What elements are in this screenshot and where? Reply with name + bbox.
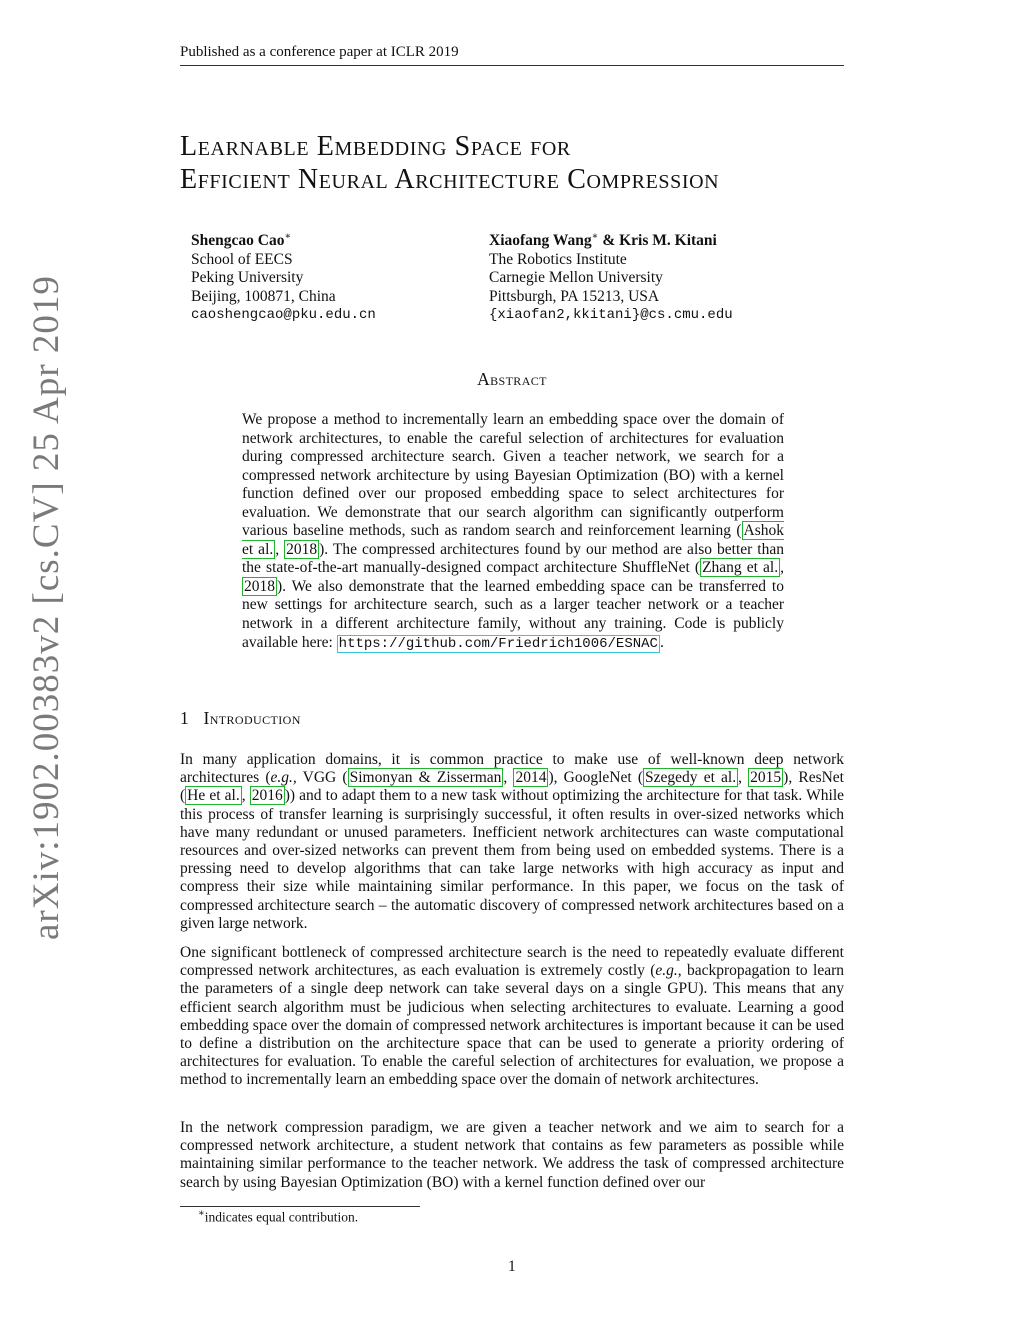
footnote-text: indicates equal contribution. [204, 1209, 359, 1225]
citation-link[interactable] [242, 577, 277, 596]
citation-link[interactable] [700, 558, 780, 577]
title-line-1: Learnable Embedding Space for [180, 131, 571, 162]
author-univ: Peking University [191, 269, 304, 287]
page-number: 1 [508, 1258, 516, 1275]
section-number: 1 [180, 708, 190, 728]
paragraph-text: ), GoogleNet ( [548, 769, 644, 787]
author-name: Xiaofang Wang [489, 232, 592, 250]
header-rule [180, 65, 844, 66]
author-address: Pittsburgh, PA 15213, USA [489, 287, 660, 305]
intro-paragraph-2 [180, 944, 844, 1090]
citation-link[interactable] [643, 768, 738, 787]
paragraph-text: , backpropagation to learn the parameters of a single deep network can take several days on a single GPU). This means that any efficient search algorithm must be judicious when selecting architectures to evaluate. Learning a good embedding space over the domain of compressed network architectures is important because it can be used to define a distribution on the architecture space that can be used to generate a priority ordering of architectures for evaluation. To enable the careful selection of architectures for evaluation, we propose a method to incrementally learn an embedding space over the domain of network architectures. [180, 962, 844, 1089]
author-univ: Carnegie Mellon University [489, 269, 663, 287]
author-dept: School of EECS [191, 250, 293, 268]
paragraph-text: e.g., [270, 769, 297, 787]
title-line-2: Efficient Neural Architecture Compression [180, 164, 720, 195]
author-block-left [191, 228, 376, 325]
intro-paragraph-3: In the network compression paradigm, we are given a teacher network and we aim to search for a compressed network architecture, a student network that contains as few parameters as possible while maintaining similar performance to the teacher network. We address the task of compressed architecture search by using Bayesian Optimization (BO) with a kernel function defined over our [180, 1119, 844, 1191]
citation-authors: Simonyan & Zisserman [349, 769, 502, 787]
citation-link[interactable] [250, 786, 285, 805]
paragraph-text: In many application domains, it is common practice to make use of well-known deep network architectures ( [180, 751, 844, 787]
abstract-text: ). The compressed architectures found by our method are also better than the state-of-the-art manually-designed compact architecture ShuffleNet ( [242, 540, 784, 577]
author-dept: The Robotics Institute [489, 250, 627, 268]
citation-link[interactable] [748, 768, 783, 787]
paragraph-text: ), ResNet ( [180, 769, 844, 805]
footnote [198, 1208, 358, 1226]
abstract-heading: Abstract [477, 369, 547, 389]
paragraph-text: e.g. [655, 962, 678, 980]
section-title: Introduction [203, 708, 301, 728]
footnote-rule [180, 1206, 420, 1207]
running-header: Published as a conference paper at ICLR 2019 [180, 44, 459, 60]
abstract-body: We propose a method to incrementally learn an embedding space over the domain of network architectures, to enable the careful selection of architectures for evaluation during compressed architecture search. Given a teacher network, we search for a compressed network architecture by using Bayesian Optimization (BO) with a kernel function defined over our proposed embedding space to select architectures for evaluation. We demonstrate that our search algorithm can significantly outperform various baseline methods, such as random search and reinforcement learning ( Ashok et al. , 2018 ). The compressed architectures found by our method are also better than the state-of-the-art manually-designed compact architecture ShuffleNet ( Zhang et al. , 2018 ). We also demonstrate that the learned embedding space can be transferred to new settings for architecture search, such as a larger teacher network or a teacher network in a different architecture family, without any training. Code is publicly available here: https://github.com/Friedrich1006/ESNAC . [242, 411, 784, 652]
abstract-text: We propose a method to incrementally learn an embedding space over the domain of network architectures, to enable the careful selection of architectures for evaluation during compressed architecture search. Given a teacher network, we search for a compressed network architecture by using Bayesian Optimization (BO) with a kernel function defined over our proposed embedding space to select architectures for evaluation. We demonstrate that our search algorithm can significantly outperform various baseline methods, such as random search and reinforcement learning ( [242, 411, 784, 540]
citation-year: 2018 [244, 577, 275, 595]
author-block-right [489, 228, 733, 325]
code-url-link[interactable]: https://github.com/Friedrich1006/ESNAC [338, 635, 658, 652]
section-heading [180, 708, 301, 729]
citation-authors: Zhang et al. [702, 559, 779, 577]
citation-link[interactable] [284, 540, 319, 559]
citation-year: 2016 [251, 787, 283, 805]
citation-year: 2015 [750, 769, 782, 787]
abstract-text: . [659, 633, 664, 651]
author-email[interactable]: {xiaofan2,kkitani}@cs.cmu.edu [489, 307, 733, 324]
citation-authors: Szegedy et al. [645, 769, 737, 787]
author-email[interactable]: caoshengcao@pku.edu.cn [191, 307, 376, 324]
paragraph-text: One significant bottleneck of compressed architecture search is the need to repeatedly evaluate different compressed network architectures, as each evaluation is extremely costly ( [180, 944, 844, 980]
author-name: Shengcao Cao [191, 232, 285, 250]
paragraph-text: VGG ( [296, 769, 348, 787]
citation-year: 2018 [286, 540, 318, 558]
paragraph-text: )) and to adapt them to a new task without optimizing the architecture for that task. While this process of transfer learning is surprisingly successful, it often results in over-sized networks which have many redundant or unused parameters. Inefficient network architectures can waste computational resources and over-sized networks can prevent them from being used on embedded systems. There is a pressing need to develop algorithms that can take large networks with high accuracy as input and compress their size while maintaining similar performance. In this paper, we focus on the task of compressed architecture search – the automatic discovery of compressed network architectures based on a given large network. [180, 787, 844, 932]
paper-title [180, 130, 719, 196]
citation-year: 2014 [515, 769, 547, 787]
citation-link[interactable] [348, 768, 504, 787]
abstract-text: ). We also demonstrate that the learned embedding space can be transferred to new settings for architecture search, such as a larger teacher network or a teacher network in a different architecture family, without any training. Code is publicly available here: [242, 577, 784, 651]
citation-authors: He et al. [187, 787, 240, 805]
citation-authors: Ashok et al. [242, 522, 784, 558]
footnote-mark: ∗ [198, 1208, 205, 1219]
citation-link[interactable] [185, 786, 242, 805]
author-address: Beijing, 100871, China [191, 287, 336, 305]
intro-paragraph-1: In many application domains, it is common practice to make use of well-known deep network architectures (e.g., VGG ( Simonyan & Zisserman , 2014 ), GoogleNet ( Szegedy et al. , 2015 ), ResNet ( He et al. , 2016 )) and to adapt them to a new task without optimizing the architecture for that task. While this process of transfer learning is surprisingly successful, it often results in over-sized networks which have many redundant or unused parameters. Inefficient network architectures can waste computational resources and over-sized networks can prevent them from being used on embedded systems. There is a pressing need to develop algorithms that can take large networks with high accuracy as input and compress their size while maintaining similar performance. In this paper, we focus on the task of compressed architecture search – the automatic discovery of compressed network architectures based on a given large network. [180, 751, 844, 932]
citation-link[interactable] [513, 768, 548, 787]
arxiv-stamp: arXiv:1902.00383v2 [cs.CV] 25 Apr 2019 [26, 275, 67, 940]
author-name: & Kris M. Kitani [598, 232, 717, 250]
equal-contribution-mark: ∗ [284, 231, 292, 242]
equal-contribution-mark: ∗ [591, 231, 599, 242]
